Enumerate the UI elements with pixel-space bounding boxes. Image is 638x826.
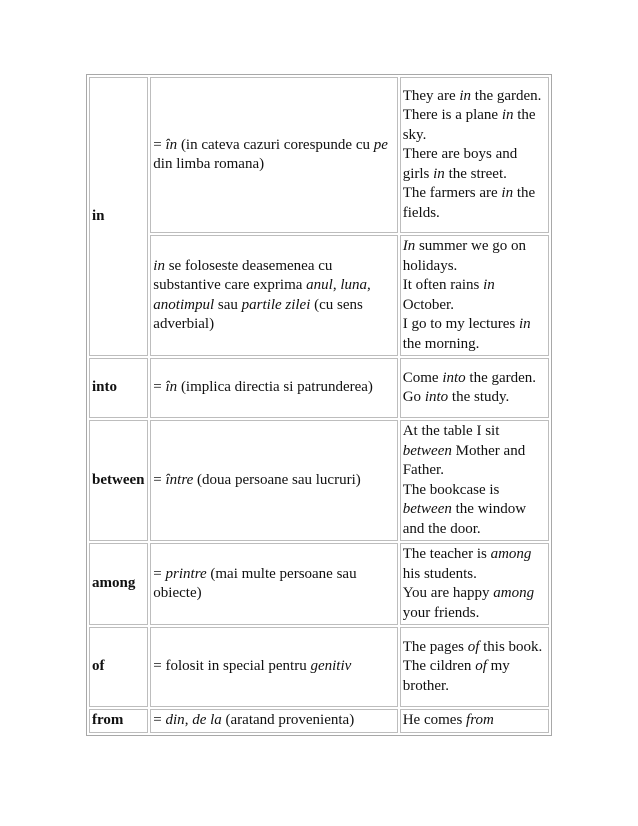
examples-cell	[400, 420, 549, 541]
italic-term: în	[165, 379, 178, 396]
text-segment: the morning.	[402, 335, 480, 352]
preposition-cell: into	[89, 358, 148, 418]
explanation-cell	[150, 420, 397, 541]
text-segment: It often rains	[402, 277, 484, 293]
italic-term: pe	[373, 136, 388, 153]
text-segment: The farmers are	[402, 185, 502, 202]
italic-term: among	[490, 546, 532, 562]
italic-term: anotimpul	[153, 296, 215, 313]
text-segment: the garden.	[465, 369, 537, 386]
italic-term: partile zilei	[241, 296, 311, 313]
text-segment: The teacher is	[402, 546, 491, 562]
preposition-cell: in	[89, 77, 148, 356]
examples-cell	[400, 543, 549, 625]
text-segment: his students.	[402, 565, 477, 582]
table-row	[89, 77, 549, 233]
text-segment: The bookcase is	[402, 481, 500, 498]
italic-term: luna	[340, 277, 367, 293]
text-segment: (in cateva cazuri corespunde cu	[177, 136, 374, 153]
text-segment: October.	[402, 296, 454, 313]
example-sentence	[403, 106, 546, 145]
italic-term: in	[433, 165, 445, 182]
text-segment: ,	[367, 277, 371, 293]
text-segment: I go to my lectures	[402, 316, 519, 332]
explanation-cell	[150, 235, 397, 356]
italic-term: in	[501, 107, 514, 124]
text-segment: my brother.	[402, 658, 510, 694]
example-sentence	[403, 657, 546, 696]
italic-term: printre	[165, 565, 207, 582]
example-sentence	[403, 545, 546, 584]
text-segment: ,	[184, 712, 193, 728]
text-segment: There are boys and girls	[402, 146, 518, 182]
text-segment: ,	[332, 277, 341, 293]
table-row	[89, 358, 549, 418]
example-sentence	[403, 315, 546, 354]
italic-term: între	[165, 471, 194, 488]
table-row	[89, 627, 549, 707]
text-segment: the street.	[444, 165, 507, 182]
italic-term: between	[402, 501, 452, 517]
text-segment: the study.	[448, 389, 510, 405]
examples-cell	[400, 709, 549, 733]
text-segment: He comes	[402, 712, 467, 728]
text-segment: =	[153, 712, 166, 728]
italic-term: of	[467, 638, 480, 655]
italic-term: in	[518, 316, 531, 332]
italic-term: In	[402, 238, 416, 254]
text-segment: the fields.	[402, 185, 536, 221]
example-sentence	[403, 145, 546, 184]
preposition-cell: between	[89, 420, 148, 541]
italic-term: in	[153, 257, 165, 274]
text-segment: the garden.	[471, 87, 542, 104]
italic-term: of	[475, 658, 487, 675]
text-segment: There is a plane	[402, 107, 502, 124]
text-segment: The cildren	[402, 658, 476, 675]
italic-term: in	[483, 277, 495, 293]
italic-term: into	[424, 389, 449, 405]
text-segment: summer we go on holidays.	[402, 238, 527, 274]
text-segment: sau	[214, 296, 242, 313]
text-segment: Come	[402, 369, 443, 386]
text-segment: =	[153, 471, 166, 488]
example-sentence	[403, 584, 546, 623]
example-sentence	[403, 87, 546, 107]
explanation-cell	[150, 709, 397, 733]
prepositions-table	[86, 74, 552, 736]
table-row	[89, 420, 549, 541]
text-segment: (cu sens adverbial)	[153, 296, 363, 332]
example-sentence	[403, 638, 546, 658]
italic-term: anul	[306, 277, 333, 293]
preposition-cell: from	[89, 709, 148, 733]
text-segment: din limba romana)	[153, 156, 265, 172]
italic-term: among	[493, 585, 535, 601]
italic-term: from	[466, 712, 494, 728]
italic-term: genitiv	[310, 658, 352, 675]
explanation-cell	[150, 627, 397, 707]
text-segment: this book.	[479, 638, 543, 655]
examples-cell	[400, 235, 549, 356]
example-sentence	[403, 237, 546, 276]
text-segment: You are happy	[402, 585, 494, 601]
examples-cell	[400, 627, 549, 707]
table-row	[89, 235, 549, 356]
text-segment: (aratand provenienta)	[221, 712, 355, 728]
text-segment: =	[153, 565, 166, 582]
text-segment: se foloseste deasemenea cu substantive care exprima	[153, 257, 333, 293]
examples-cell	[400, 358, 549, 418]
example-sentence	[403, 184, 546, 223]
italic-term: into	[442, 369, 466, 386]
text-segment: (mai multe persoane sau obiecte)	[153, 565, 357, 601]
text-segment: The pages	[402, 638, 468, 655]
italic-term: in	[501, 185, 514, 202]
italic-term: din	[165, 712, 185, 728]
explanation-cell	[150, 543, 397, 625]
example-sentence	[403, 369, 546, 389]
italic-term: in	[459, 87, 472, 104]
text-segment: the window and the door.	[402, 501, 527, 537]
explanation-cell	[150, 77, 397, 233]
text-segment: (doua persoane sau lucruri)	[193, 471, 361, 488]
preposition-cell: among	[89, 543, 148, 625]
explanation-cell	[150, 358, 397, 418]
text-segment: =	[153, 379, 166, 396]
preposition-cell: of	[89, 627, 148, 707]
text-segment: Mother and Father.	[402, 442, 526, 478]
examples-cell	[400, 77, 549, 233]
text-segment: the sky.	[402, 107, 536, 143]
text-segment: Go	[402, 389, 425, 405]
table-row	[89, 543, 549, 625]
text-segment: = folosit in special pentru	[153, 658, 311, 675]
example-sentence	[403, 276, 546, 315]
table-row	[89, 709, 549, 733]
italic-term: between	[402, 442, 452, 459]
text-segment: =	[153, 136, 166, 153]
text-segment: (implica directia si patrunderea)	[177, 379, 373, 396]
text-segment: your friends.	[402, 604, 480, 621]
example-sentence	[403, 481, 546, 540]
italic-term: în	[165, 136, 178, 153]
example-sentence	[403, 711, 546, 731]
text-segment: At the table I sit	[402, 423, 500, 439]
text-segment: They are	[402, 87, 460, 104]
example-sentence	[403, 388, 546, 408]
example-sentence	[403, 422, 546, 481]
italic-term: de la	[192, 712, 222, 728]
